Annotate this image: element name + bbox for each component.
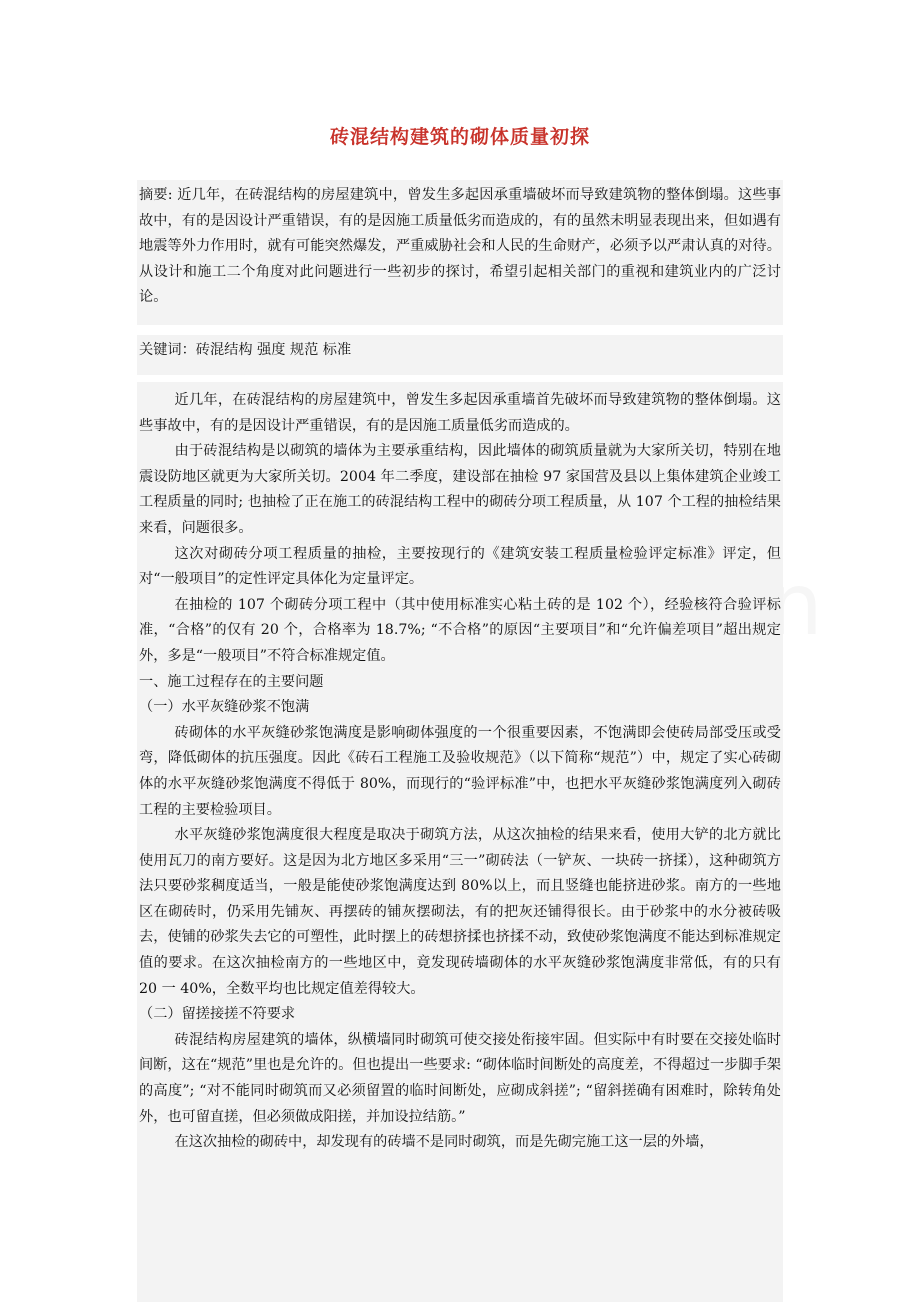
subsection-heading: （一）水平灰缝砂浆不饱满 bbox=[139, 699, 310, 716]
subsection-heading: （二）留搓接搓不符要求 bbox=[139, 1006, 296, 1023]
paragraph: 由于砖混结构是以砌筑的墙体为主要承重结构，因此墙体的砌筑质量就为大家所关切，特别在地震设防地区就更为大家所关切。2004 年二季度，建设部在抽检 97 家国营及县以上集体建筑企业竣工工程质量的同时; 也抽检了正在施工的砖混结构工程中的砌砖分项工程质量，从 107 个工程的抽检结果来看，问题很多。 bbox=[139, 443, 781, 536]
paragraph: 砖砌体的水平灰缝砂浆饱满度是影响砌体强度的一个很重要因素，不饱满即会使砖局部受压或受弯，降低砌体的抗压强度。因此《砖石工程施工及验收规范》（以下简称“规范”）中，规定了实心砖砌体的水平灰缝砂浆饱满度不得低于 80%，而现行的“验评标准”中，也把水平灰缝砂浆饱满度列入砌砖工程的主要检验项目。 bbox=[139, 724, 781, 818]
page-title: 砖混结构建筑的砌体质量初探 bbox=[329, 126, 590, 148]
paragraph: 水平灰缝砂浆饱满度很大程度是取决于砌筑方法，从这次抽检的结果来看，使用大铲的北方就比使用瓦刀的南方要好。这是因为北方地区多采用“三一”砌砖法（一铲灰、一块砖一挤揉），这种砌筑方法只要砂浆稠度适当，一般是能使砂浆饱满度达到 80%以上，而且竖缝也能挤进砂浆。南方的一些地区在砌砖时，仍采用先铺灰、再摆砖的铺灰摆砌法，有的把灰还铺得很长。由于砂浆中的水分被砖吸去，使铺的砂浆失去它的可塑性，此时摆上的砖想挤揉也挤揉不动，致使砂浆饱满度不能达到标准规定值的要求。在这次抽检南方的一些地区中，竟发现砖墙砌体的水平灰缝砂浆饱满度非常低，有的只有 20 一 40%，全数平均也比规定值差得较大。 bbox=[139, 827, 781, 997]
abstract: 摘要: 近几年，在砖混结构的房屋建筑中，曾发生多起因承重墙破坏而导致建筑物的整体倒塌。这些事故中，有的是因设计严重错误，有的是因施工质量低劣而造成的，有的虽然未明显表现出来，但如遇有地震等外力作用时，就有可能突然爆发，严重威胁社会和人民的生命财产，必须予以严肃认真的对待。从设计和施工二个角度对此问题进行一些初步的探讨，希望引起相关部门的重视和建筑业内的广泛讨论。 bbox=[137, 180, 783, 325]
article-body bbox=[137, 382, 783, 1302]
paragraph: 砖混结构房屋建筑的墙体，纵横墙同时砌筑可使交接处衔接牢固。但实际中有时要在交接处临时间断，这在“规范”里也是允许的。但也提出一些要求: “砌体临时间断处的高度差，不得超过一步脚手架的高度”; “对不能同时砌筑而又必须留置的临时间断处，应砌成斜搓”; “留斜搓确有困难时，除转角处外，也可留直搓，但必须做成阳搓，并加设拉结筋。” bbox=[139, 1031, 781, 1125]
paragraph: 在这次抽检的砌砖中，却发现有的砖墙不是同时砌筑，而是先砌完施工这一层的外墙， bbox=[174, 1134, 714, 1151]
paragraph: 这次对砌砖分项工程质量的抽检，主要按现行的《建筑安装工程质量检验评定标准》评定，但对“一般项目”的定性评定具体化为定量评定。 bbox=[139, 545, 781, 588]
keywords: 关键词：砖混结构 强度 规范 标准 bbox=[137, 335, 783, 375]
paragraph: 在抽检的 107 个砌砖分项工程中（其中使用标准实心粘土砖的是 102 个），经验核符合验评标准，“合格”的仅有 20 个，合格率为 18.7%; “不合格”的原因“主要项目”和“允许偏差项目”超出规定外，多是“一般项目”不符合标准规定值。 bbox=[139, 596, 781, 664]
section-heading: 一、施工过程存在的主要问题 bbox=[139, 673, 324, 690]
paragraph: 近几年，在砖混结构的房屋建筑中，曾发生多起因承重墙首先破坏而导致建筑物的整体倒塌。这些事故中，有的是因设计严重错误，有的是因施工质量低劣而造成的。 bbox=[139, 392, 781, 434]
